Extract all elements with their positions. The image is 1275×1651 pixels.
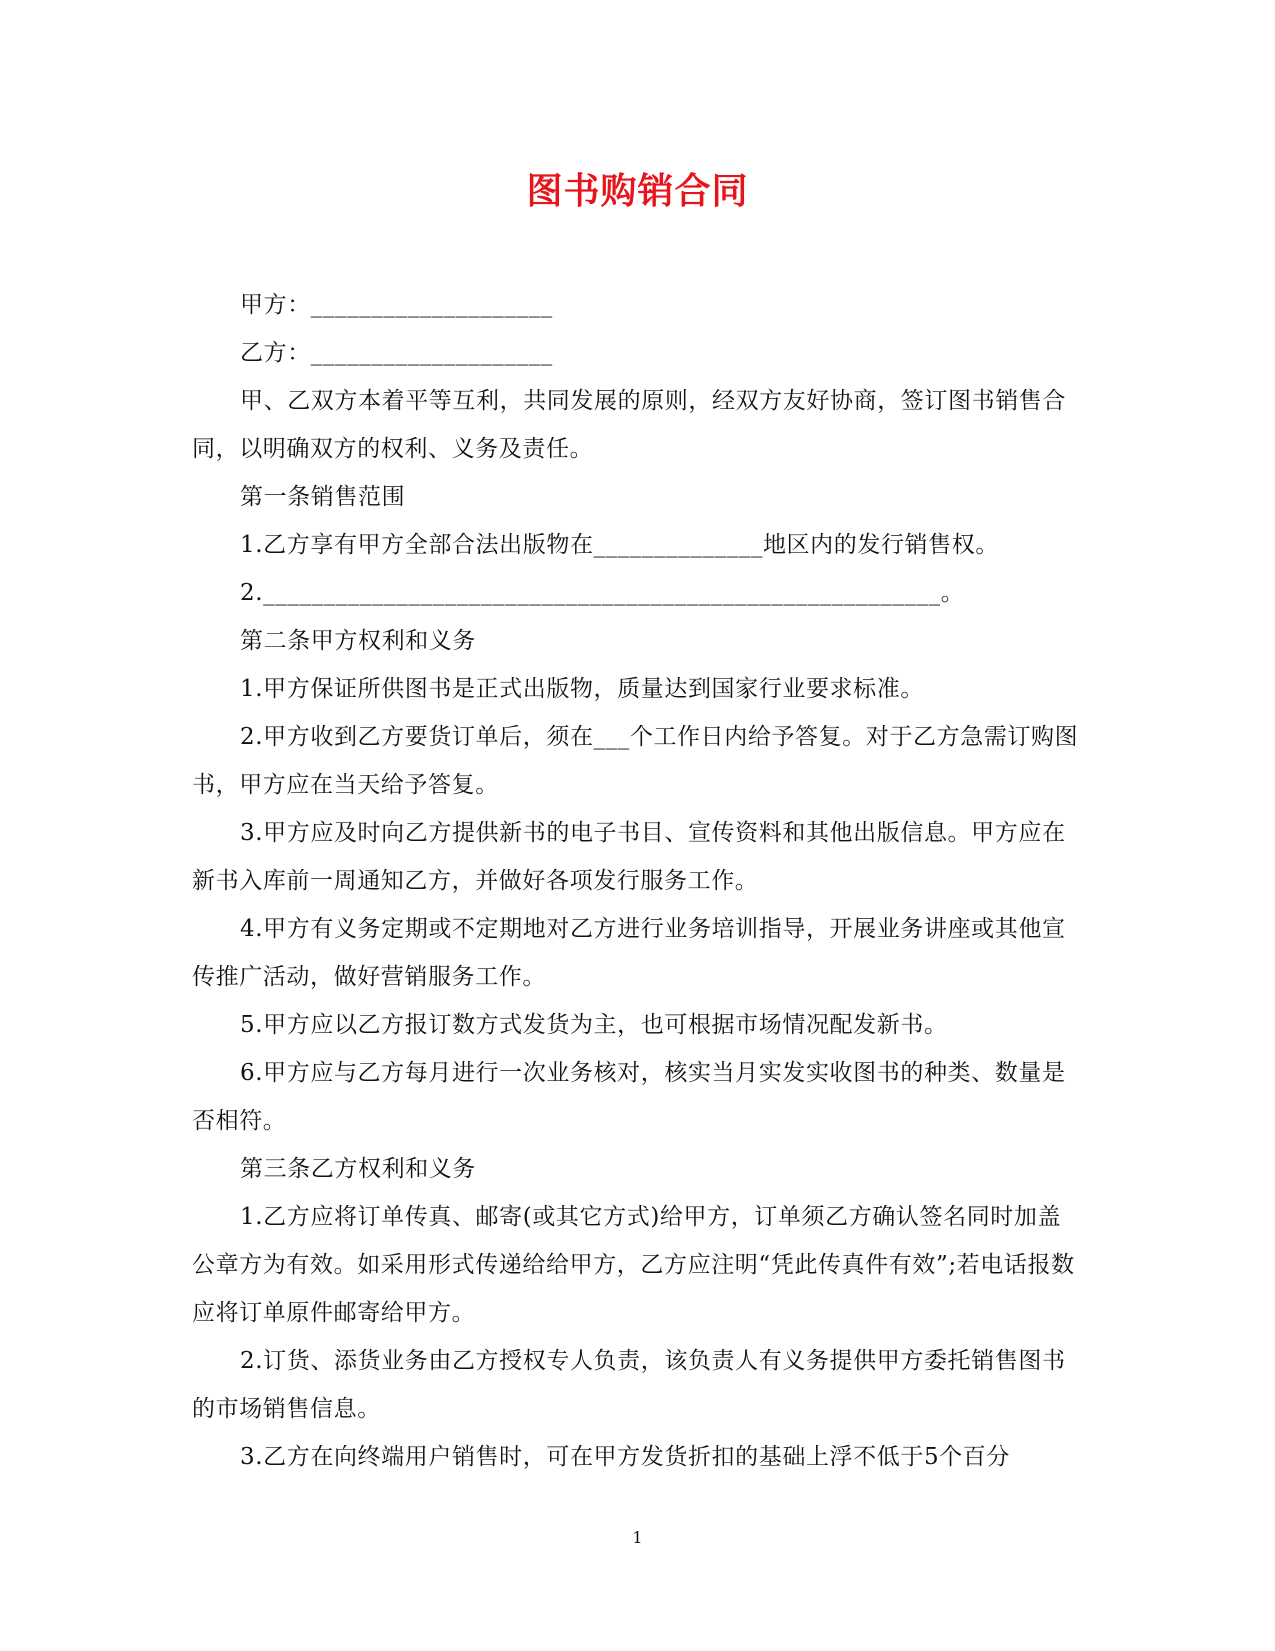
article-2-heading: 第二条甲方权利和义务 bbox=[240, 628, 476, 654]
article-3-item-2: 2.订货、添货业务由乙方授权专人负责，该负责人有义务提供甲方委托销售图书的市场销售信息。 bbox=[192, 1348, 1066, 1422]
article-2-item-1: 1.甲方保证所供图书是正式出版物，质量达到国家行业要求标准。 bbox=[240, 676, 924, 702]
article-3-item-3: 3.乙方在向终端用户销售时，可在甲方发货折扣的基础上浮不低于5个百分 bbox=[240, 1444, 1010, 1470]
party-b-line: 乙方：____________________ bbox=[240, 340, 553, 366]
article-3-heading: 第三条乙方权利和义务 bbox=[240, 1156, 476, 1182]
article-3-item-1: 1.乙方应将订单传真、邮寄(或其它方式)给甲方，订单须乙方确认签名同时加盖公章方为有效。如采用形式传递给给甲方，乙方应注明“凭此传真件有效”;若电话报数应将订单原件邮寄给甲方。 bbox=[192, 1204, 1075, 1326]
article-2-item-2: 2.甲方收到乙方要货订单后，须在___个工作日内给予答复。对于乙方急需订购图书，甲方应在当天给予答复。 bbox=[192, 724, 1079, 798]
article-2-item-6: 6.甲方应与乙方每月进行一次业务核对，核实当月实发实收图书的种类、数量是否相符。 bbox=[192, 1060, 1066, 1134]
page-number: 1 bbox=[632, 1528, 643, 1547]
article-2-item-4: 4.甲方有义务定期或不定期地对乙方进行业务培训指导，开展业务讲座或其他宣传推广活动，做好营销服务工作。 bbox=[192, 916, 1066, 990]
article-2-item-5: 5.甲方应以乙方报订数方式发货为主，也可根据市场情况配发新书。 bbox=[240, 1012, 948, 1038]
document-title: 图书购销合同 bbox=[526, 171, 749, 212]
article-1-item-2: 2.________________________________________________________。 bbox=[240, 580, 965, 606]
contract-preamble: 甲、乙双方本着平等互利，共同发展的原则，经双方友好协商，签订图书销售合同，以明确双方的权利、义务及责任。 bbox=[192, 388, 1066, 462]
document-body bbox=[192, 281, 1080, 1481]
party-a-line: 甲方：____________________ bbox=[240, 292, 553, 318]
article-1-item-1: 1.乙方享有甲方全部合法出版物在______________地区内的发行销售权。 bbox=[240, 532, 999, 558]
article-1-heading: 第一条销售范围 bbox=[240, 484, 406, 510]
article-2-item-3: 3.甲方应及时向乙方提供新书的电子书目、宣传资料和其他出版信息。甲方应在新书入库前一周通知乙方，并做好各项发行服务工作。 bbox=[192, 820, 1066, 894]
